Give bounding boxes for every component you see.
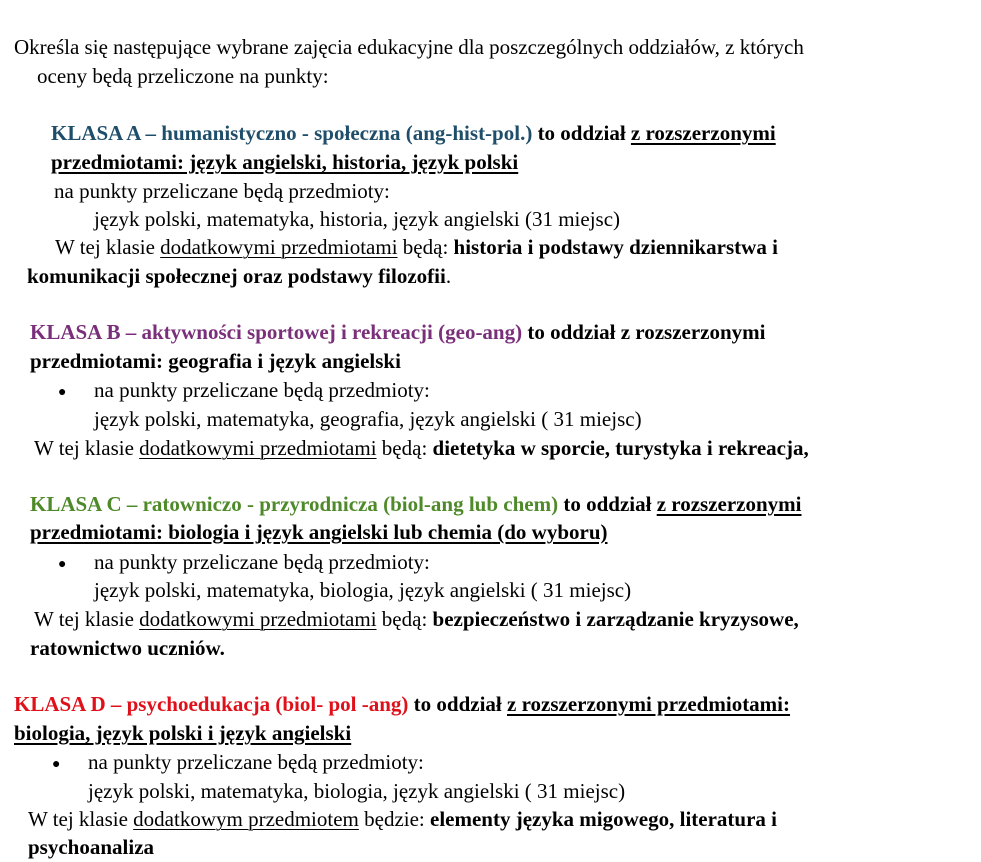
klasa-d-dodatkowe-link: dodatkowym przedmiotem: [133, 807, 359, 831]
intro-line-1: Określa się następujące wybrane zajęcia edukacyjne dla poszczególnych oddziałów, z których: [14, 35, 804, 59]
klasa-c-title: KLASA C – ratowniczo - przyrodnicza (biol-ang lub chem): [30, 492, 559, 516]
klasa-a-rozszerzone-line: [51, 148, 518, 177]
klasa-b-to-oddzial: to oddział z rozszerzonymi: [522, 320, 766, 344]
klasa-d-dodatkowe-line: [28, 805, 777, 834]
klasa-c-dodatkowe-2: ratownictwo uczniów.: [30, 636, 225, 660]
klasa-c-dodatkowe-link: dodatkowymi przedmiotami: [139, 607, 377, 631]
klasa-a-to-oddzial: to oddział: [532, 121, 631, 145]
klasa-b-rozszerzone-2: przedmiotami: geografia i język angielski: [30, 349, 401, 373]
klasa-c-heading-line: [30, 490, 802, 519]
klasa-c-bullet: ●: [58, 557, 67, 572]
klasa-b-bullet: ●: [58, 385, 67, 400]
klasa-a-dodatkowe-1: historia i podstawy dziennikarstwa i: [453, 235, 778, 259]
klasa-b-dodatkowe-link: dodatkowymi przedmiotami: [139, 436, 377, 460]
klasa-b-dodatkowe-1: dietetyka w sporcie, turystyka i rekreacja,: [432, 436, 809, 460]
klasa-a-heading-line: [51, 119, 776, 148]
intro-line-2: oceny będą przeliczone na punkty:: [37, 64, 329, 88]
klasa-a-rozszerzone-2: przedmiotami: język angielski, historia, język polski: [51, 150, 519, 174]
klasa-a-dodatkowe-line: [55, 233, 778, 262]
klasa-c-rozszerzone-2: przedmiotami: biologia i język angielski lub chemia (do wyboru): [30, 520, 608, 544]
klasa-a-punkty: na punkty przeliczane będą przedmioty:: [54, 179, 390, 203]
klasa-a-dodatkowe-post: będą:: [397, 235, 454, 259]
klasa-d-przedmioty: język polski, matematyka, biologia, język angielski ( 31 miejsc): [88, 779, 626, 803]
klasa-d-bullet: ●: [52, 757, 61, 772]
klasa-a-dodatkowe-end: .: [445, 264, 452, 288]
klasa-a-title: KLASA A – humanistyczno - społeczna (ang-hist-pol.): [51, 121, 533, 145]
klasa-c-to-oddzial: to oddział: [558, 492, 657, 516]
klasa-b-punkty: na punkty przeliczane będą przedmioty:: [94, 378, 430, 402]
klasa-c-rozszerzone-1: z rozszerzonymi: [656, 492, 802, 516]
klasa-b-przedmioty: język polski, matematyka, geografia, język angielski ( 31 miejsc): [94, 407, 642, 431]
klasa-d-to-oddzial: to oddział: [408, 692, 507, 716]
klasa-c-rozszerzone-line: [30, 518, 608, 547]
klasa-d-dodatkowe-post: będzie:: [358, 807, 431, 831]
klasa-d-dodatkowe-2: psychoanaliza: [28, 835, 155, 859]
klasa-d-dodatkowe-1: elementy języka migowego, literatura i: [430, 807, 777, 831]
klasa-a-przedmioty: język polski, matematyka, historia, język angielski (31 miejsc): [94, 207, 621, 231]
klasa-c-dodatkowe-1: bezpieczeństwo i zarządzanie kryzysowe,: [432, 607, 799, 631]
klasa-d-rozszerzone-1: z rozszerzonymi przedmiotami:: [507, 692, 791, 716]
klasa-a-dodatkowe-line-2: [27, 262, 451, 291]
klasa-d-heading-line: [14, 690, 790, 719]
klasa-a-rozszerzone-1: z rozszerzonymi: [630, 121, 776, 145]
klasa-a-dodatkowe-link: dodatkowymi przedmiotami: [160, 235, 398, 259]
klasa-b-dodatkowe-line: [34, 434, 809, 463]
klasa-c-dodatkowe-line: [34, 605, 799, 634]
klasa-c-dodatkowe-pre: W tej klasie: [34, 607, 140, 631]
klasa-c-punkty: na punkty przeliczane będą przedmioty:: [94, 550, 430, 574]
klasa-d-punkty: na punkty przeliczane będą przedmioty:: [88, 750, 424, 774]
klasa-b-dodatkowe-pre: W tej klasie: [34, 436, 140, 460]
klasa-b-heading-line: [30, 318, 766, 347]
klasa-d-rozszerzone-2: biologia, język polski i język angielski: [14, 721, 352, 745]
klasa-a-dodatkowe-pre: W tej klasie: [55, 235, 161, 259]
klasa-d-dodatkowe-pre: W tej klasie: [28, 807, 134, 831]
klasa-c-przedmioty: język polski, matematyka, biologia, język angielski ( 31 miejsc): [94, 578, 632, 602]
klasa-b-dodatkowe-post: będą:: [376, 436, 433, 460]
klasa-d-title: KLASA D – psychoedukacja (biol- pol -ang): [14, 692, 409, 716]
klasa-d-rozszerzone-line: [14, 719, 351, 748]
klasa-b-title: KLASA B – aktywności sportowej i rekreacji (geo-ang): [30, 320, 523, 344]
klasa-a-dodatkowe-2: komunikacji społecznej oraz podstawy filozofii: [27, 264, 446, 288]
klasa-c-dodatkowe-post: będą:: [376, 607, 433, 631]
